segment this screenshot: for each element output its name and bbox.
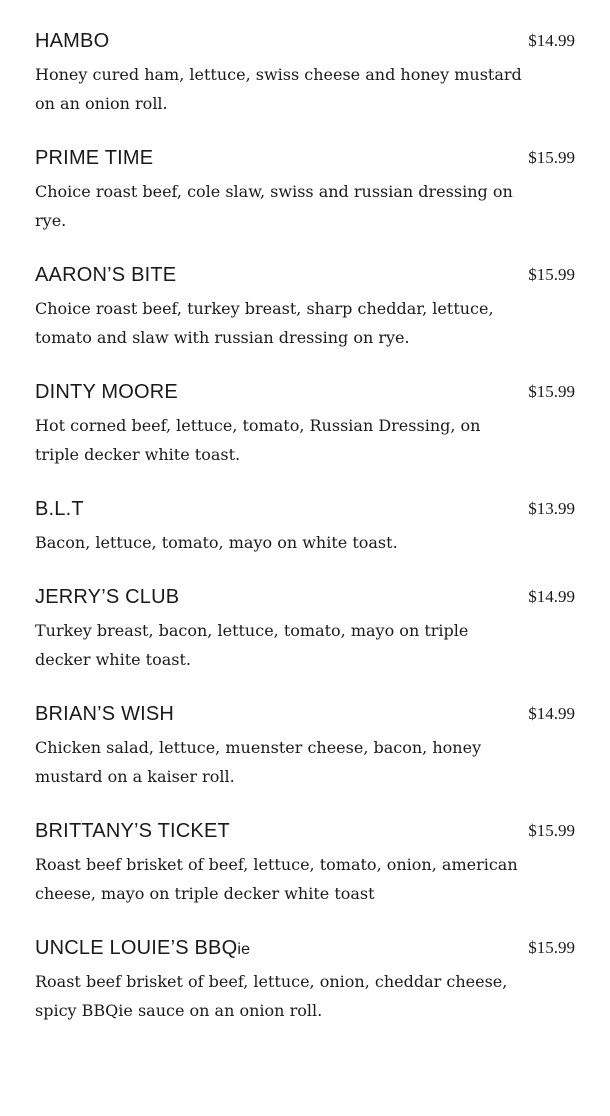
menu-item-brittanys-ticket — [35, 818, 575, 908]
menu-item-header — [35, 262, 575, 292]
menu-item-name-text: AARON’S BITE — [35, 264, 177, 286]
menu-item-price: $15.99 — [528, 938, 575, 957]
menu-item-price: $15.99 — [528, 382, 575, 401]
menu-item-hambo — [35, 28, 575, 118]
menu-item-name-text: DINTY MOORE — [35, 381, 178, 403]
menu-item-header — [35, 584, 575, 614]
menu-item-jerrys-club — [35, 584, 575, 674]
menu-item-header — [35, 145, 575, 175]
menu-item-dinty-moore — [35, 379, 575, 469]
menu-item-header — [35, 935, 575, 965]
menu-item-header — [35, 701, 575, 731]
menu-item-name-text: JERRY’S CLUB — [35, 586, 180, 608]
menu-item-price: $15.99 — [528, 821, 575, 840]
menu-item-name-text: B.L.T — [35, 498, 84, 520]
menu-item-price: $13.99 — [528, 499, 575, 518]
menu-item-name-text: PRIME TIME — [35, 147, 154, 169]
menu-item-name — [35, 818, 230, 846]
menu-item-header — [35, 496, 575, 526]
menu-item-price: $14.99 — [528, 704, 575, 723]
menu-item-aarons-bite — [35, 262, 575, 352]
menu-item-description: Turkey breast, bacon, lettuce, tomato, mayo on triple decker white toast. — [35, 621, 469, 669]
menu-item-description: Choice roast beef, turkey breast, sharp cheddar, lettuce, tomato and slaw with russian dressing on rye. — [35, 299, 494, 347]
menu-item-name-text: BRITTANY’S TICKET — [35, 820, 230, 842]
menu-item-header — [35, 379, 575, 409]
menu-item-uncle-louies-bbqie — [35, 935, 575, 1025]
menu-item-name — [35, 701, 174, 729]
menu-item-brians-wish — [35, 701, 575, 791]
menu-item-name-text: HAMBO — [35, 30, 110, 52]
menu-item-name-text: BRIAN’S WISH — [35, 703, 175, 725]
menu-item-price: $14.99 — [528, 31, 575, 50]
menu-item-name — [35, 262, 176, 290]
menu-item-prime-time — [35, 145, 575, 235]
menu-item-price: $15.99 — [528, 148, 575, 167]
menu-item-description: Roast beef brisket of beef, lettuce, onion, cheddar cheese, spicy BBQie sauce on an onion roll. — [35, 972, 508, 1020]
menu-item-name — [35, 584, 179, 612]
menu-item-description: Chicken salad, lettuce, muenster cheese, bacon, honey mustard on a kaiser roll. — [35, 738, 482, 786]
menu-item-name-suffix: ie — [237, 941, 251, 958]
menu-item-blt — [35, 496, 575, 557]
menu-item-header — [35, 818, 575, 848]
sandwich-menu — [35, 28, 575, 1052]
menu-item-price: $14.99 — [528, 587, 575, 606]
menu-item-name-text: UNCLE LOUIE’S BBQ — [35, 937, 238, 959]
menu-item-price: $15.99 — [528, 265, 575, 284]
menu-item-description: Bacon, lettuce, tomato, mayo on white toast. — [35, 533, 398, 552]
menu-item-description: Honey cured ham, lettuce, swiss cheese and honey mustard on an onion roll. — [35, 65, 522, 113]
menu-item-name — [35, 496, 84, 524]
menu-item-name — [35, 379, 178, 407]
menu-item-header — [35, 28, 575, 58]
menu-item-description: Roast beef brisket of beef, lettuce, tomato, onion, american cheese, mayo on triple decker white toast — [35, 855, 518, 903]
menu-item-name — [35, 28, 109, 56]
menu-item-description: Choice roast beef, cole slaw, swiss and russian dressing on rye. — [35, 182, 513, 230]
menu-item-description: Hot corned beef, lettuce, tomato, Russian Dressing, on triple decker white toast. — [35, 416, 481, 464]
menu-item-name — [35, 935, 250, 963]
menu-item-name — [35, 145, 153, 173]
